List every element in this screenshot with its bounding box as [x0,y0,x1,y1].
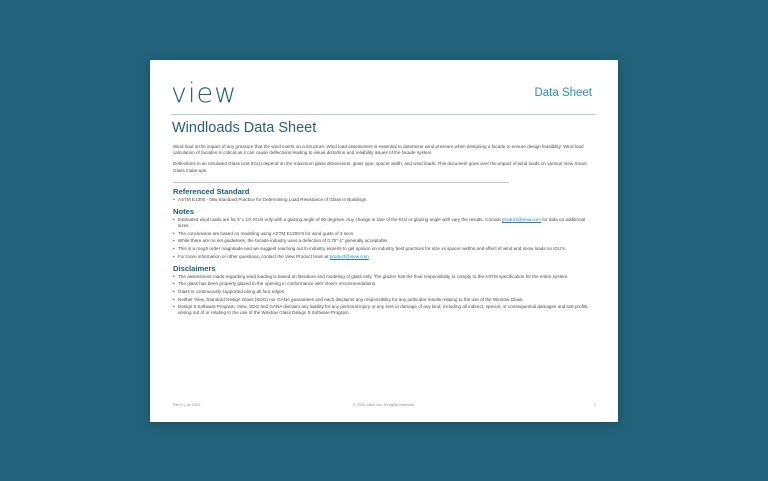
list-item: • The assessment made regarding wind loading is based on literature and modeling of glass only. The glazier has the final responsibility to comply to the ASTM specification for the entire system. [173,274,591,280]
notes-heading: Notes [173,207,195,217]
header-label: Data Sheet [534,87,592,99]
disclaimers-heading: Disclaimers [173,263,216,273]
section-divider [173,182,509,183]
note-text: For more information or other questions, contact the View Product team at [178,253,329,259]
document-body [173,144,591,321]
product-email-link[interactable]: product@view.com [329,253,369,259]
list-item [173,254,591,260]
list-item [173,217,591,229]
footer-revision: Rev 1 | Jul 2020 [173,403,201,407]
list-item: • The glass has been properly glazed in the opening in conformance with View's recommendations. [173,281,591,287]
list-item: • This is a rough order magnitude and we suggest reaching out to industry experts to get opinion on industry best practices for size vs spacer widths and effect of wind and snow loads on IGU's. [173,246,591,252]
disclaimers-list [173,274,591,317]
note-text: Estimated wind loads are for 5' x 10' IGUs only with a glazing angle of 90 degrees. Any change in size of the IGU or glazing angle with vary the results. Consult [178,217,501,223]
footer-page-number: 1 [593,403,596,407]
list-item: • ASTM E1300 - 09a Standard Practice for Determining Load Resistance of Glass in Buildings [173,197,591,203]
page-title: Windloads Data Sheet [172,120,317,136]
header-divider [171,114,596,115]
list-item: • Neither View, Standard Design Glass (SDG) nor GANA guarantees and each disclaims any responsibility for any particular results relating to the use of the Window Glass. [173,297,591,303]
list-item: • While there are no set guidelines, the facade industry uses a defection of 0.75"-1" generally acceptable. [173,238,591,244]
list-item: • Glass is continuously supported along all four edges. [173,289,591,295]
referenced-standard-list [173,197,591,203]
notes-list [173,217,591,260]
footer-copyright: © 2020 View, Inc. All rights reserved. [353,403,415,407]
referenced-standard-heading: Referenced Standard [173,186,250,196]
intro-paragraph: Wind load is the impact of any pressure that the wind exerts on a structure. Wind load assessment is essential to determine wind pressure when designing a facade to ensure design feasibility. Wind load calculation of facades is critical as it can cause deflections leading to visual distortion and reliability issues of the facade system. [173,144,584,156]
data-sheet-page [150,60,618,422]
list-item: • Design 5 Software Program, View, SDG and GANA disclaim any liability for any personal injury or any loss or damage of any kind, including all indirect, special, or consequential damages and lost profits, arising out of or relating to the use of the Window Glass Design 5 Software Program. [173,304,591,316]
intro-paragraph: Deflections in an Insulated Glass Unit (IGU) depend on the maximum glass dimensions, glass type, spacer width, and wind loads. This document goes over the impact of wind loads on various View Smart Glass make-ups. [173,161,587,173]
view-logo: view [171,78,238,109]
note-text: for data on additional sizes. [178,217,586,229]
product-email-link[interactable]: product@view.com [502,217,541,223]
list-item: • The conclusions are based on modeling using ASTM E1300-9 for wind gusts of 3 secs [173,231,591,237]
